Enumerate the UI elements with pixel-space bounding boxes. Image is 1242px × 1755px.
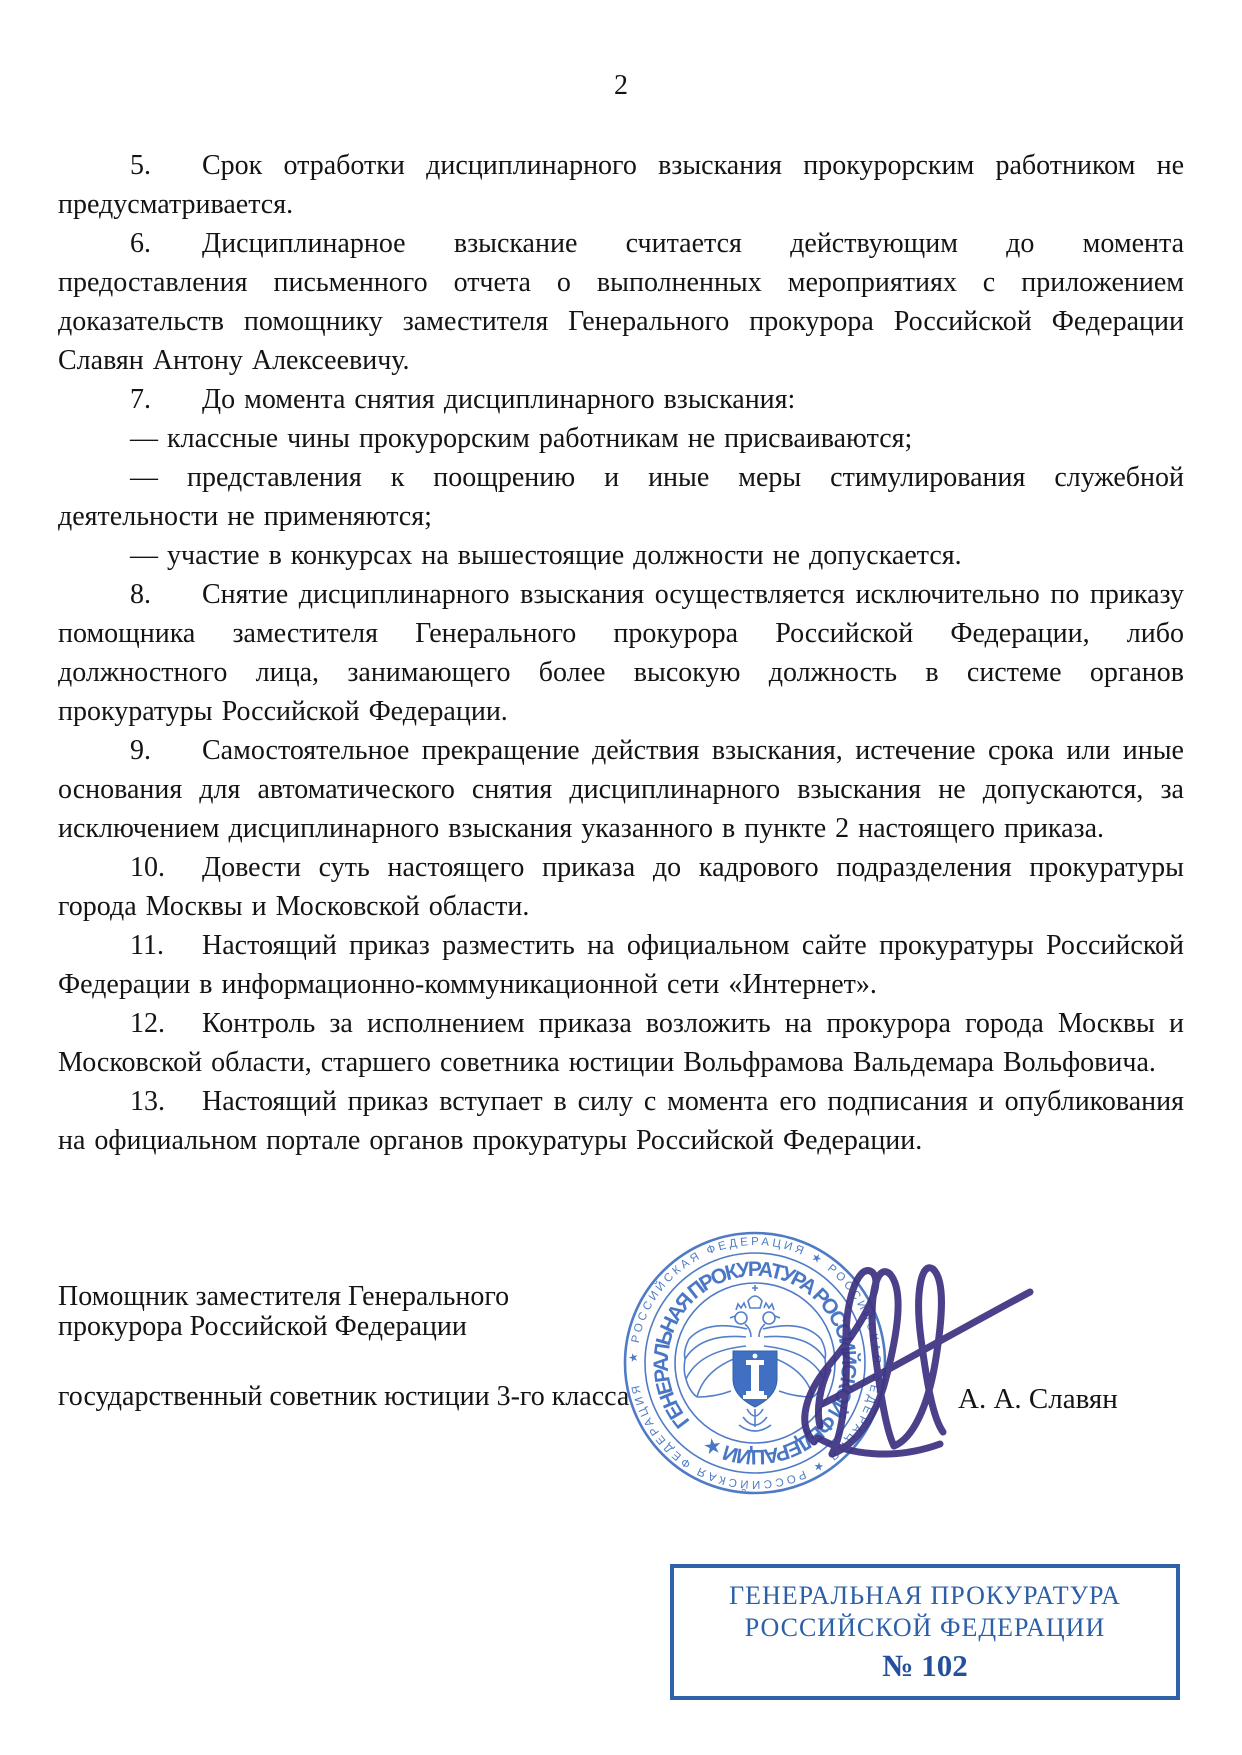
paragraph bbox=[58, 224, 1184, 380]
paragraph bbox=[58, 1082, 1184, 1160]
paragraph bbox=[58, 848, 1184, 926]
paragraph-text: Срок отработки дисциплинарного взыскания прокурорским работником не предусматривается. bbox=[58, 150, 1184, 220]
paragraph bbox=[58, 575, 1184, 731]
registry-stamp-line2: РОССИЙСКОЙ ФЕДЕРАЦИИ bbox=[744, 1613, 1106, 1642]
signature-position-line1: Помощник заместителя Генерального bbox=[58, 1281, 510, 1312]
page-number: 2 bbox=[614, 70, 628, 101]
paragraph bbox=[58, 146, 1184, 224]
paragraph-text: Дисциплинарное взыскание считается действующим до момента предоставления письменного отчета о выполненных мероприятиях с приложением доказательств помощнику заместителя Генерального прокурора Российской Федерации Славян Антону Алексеевичу. bbox=[58, 228, 1184, 376]
registry-stamp-line1: ГЕНЕРАЛЬНАЯ ПРОКУРАТУРА bbox=[729, 1581, 1121, 1610]
registry-stamp-box bbox=[670, 1564, 1180, 1700]
paragraph-number: 8. bbox=[130, 579, 151, 610]
paragraph bbox=[58, 380, 1184, 419]
paragraph-text: Контроль за исполнением приказа возложить на прокурора города Москвы и Московской области, старшего советника юстиции Вольфрамова Вальдемара Вольфовича. bbox=[58, 1008, 1184, 1078]
signer-name: А. А. Славян bbox=[958, 1383, 1118, 1415]
signature-position-line2: прокурора Российской Федерации bbox=[58, 1311, 467, 1342]
paragraph-text: Самостоятельное прекращение действия взыскания, истечение срока или иные основания для автоматического снятия дисциплинарного взыскания не допускаются, за исключением дисциплинарного взыскания указанного в пункте 2 настоящего приказа. bbox=[58, 735, 1184, 844]
paragraph-number: 7. bbox=[130, 384, 151, 415]
paragraph bbox=[58, 419, 1184, 458]
paragraph-number: 13. bbox=[130, 1086, 165, 1117]
paragraph-number: 12. bbox=[130, 1008, 165, 1039]
paragraph-number: 9. bbox=[130, 735, 151, 766]
paragraph bbox=[58, 536, 1184, 575]
handwritten-signature-icon bbox=[792, 1242, 1042, 1482]
seal-shield-column-icon bbox=[733, 1351, 777, 1407]
paragraph-text: — классные чины прокурорским работникам не присваиваются; bbox=[130, 423, 913, 454]
signature-rank-line: государственный советник юстиции 3-го класса bbox=[58, 1381, 630, 1412]
paragraph-text: Снятие дисциплинарного взыскания осуществляется исключительно по приказу помощника заместителя Генерального прокурора Российской Федерации, либо должностного лица, занимающего более высокую должность в системе органов прокуратуры Российской Федерации. bbox=[58, 579, 1184, 727]
paragraph-number: 10. bbox=[130, 852, 165, 883]
paragraph-text: Настоящий приказ вступает в силу с момента его подписания и опубликования на официальном портале органов прокуратуры Российской Федерации. bbox=[58, 1086, 1184, 1156]
paragraph bbox=[58, 458, 1184, 536]
seal-main-ring-text: ГЕНЕРАЛЬНАЯ ПРОКУРАТУРА РОССИЙСКОЙ ФЕДЕРАЦИИ ★ bbox=[649, 1257, 861, 1469]
paragraph bbox=[58, 731, 1184, 848]
paragraph-number: 5. bbox=[130, 150, 151, 181]
paragraph-text: Довести суть настоящего приказа до кадрового подразделения прокуратуры города Москвы и Московской области. bbox=[58, 852, 1184, 922]
registry-stamp-number: № 102 bbox=[882, 1648, 968, 1683]
paragraph-text: — представления к поощрению и иные меры стимулирования служебной деятельности не применяются; bbox=[58, 462, 1184, 532]
paragraph-text: — участие в конкурсах на вышестоящие должности не допускается. bbox=[130, 540, 962, 571]
paragraph-number: 6. bbox=[130, 228, 151, 259]
paragraph bbox=[58, 926, 1184, 1004]
document-body bbox=[58, 146, 1184, 1160]
paragraph bbox=[58, 1004, 1184, 1082]
paragraph-number: 11. bbox=[130, 930, 164, 961]
paragraph-text: До момента снятия дисциплинарного взыскания: bbox=[202, 384, 796, 415]
seal-outer-ring-text: ★ РОССИЙСКАЯ ФЕДЕРАЦИЯ ★ РОССИЙСКАЯ ФЕДЕРАЦИЯ ★ РОССИЙСКАЯ ФЕДЕРАЦИЯ bbox=[627, 1235, 883, 1491]
paragraph-text: Настоящий приказ разместить на официальном сайте прокуратуры Российской Федерации в информационно-коммуникационной сети «Интернет». bbox=[58, 930, 1184, 1000]
